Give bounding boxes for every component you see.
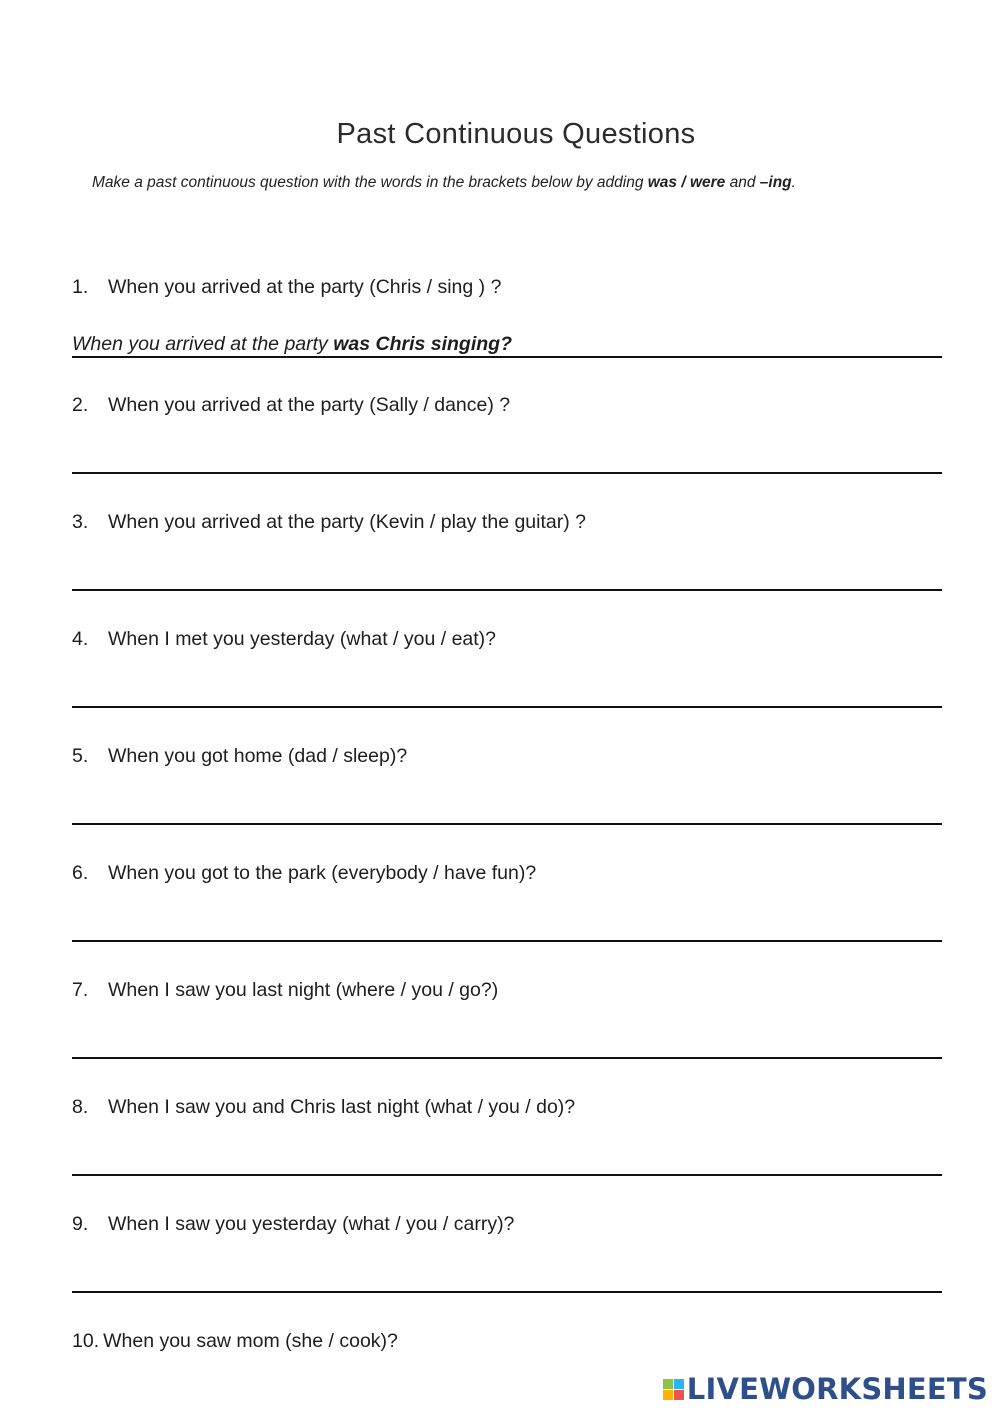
instructions-text: Make a past continuous question with the words in the brackets below by adding: [92, 174, 648, 191]
question-4: [72, 628, 496, 651]
liveworksheets-logo: [663, 1372, 988, 1406]
logo-square-blue: [674, 1379, 684, 1389]
question-6: [72, 862, 536, 885]
answer-line-5[interactable]: [72, 823, 942, 825]
question-number: 3.: [72, 511, 89, 533]
question-number: 6.: [72, 862, 89, 884]
answer-line-4[interactable]: [72, 706, 942, 708]
question-text: When I saw you and Chris last night (what / you / do)?: [108, 1096, 576, 1118]
instructions: [92, 174, 796, 192]
question-text: When you got to the park (everybody / have fun)?: [108, 862, 537, 884]
question-text: When I met you yesterday (what / you / eat)?: [108, 628, 497, 650]
logo-square-green: [663, 1379, 673, 1389]
question-number: 2.: [72, 394, 89, 416]
instructions-period: .: [791, 174, 796, 191]
answer-line-3[interactable]: [72, 589, 942, 591]
question-number: 1.: [72, 276, 89, 298]
answer-line-6[interactable]: [72, 940, 942, 942]
instructions-bold-ing: –ing: [759, 174, 792, 191]
example-answer: [72, 333, 512, 356]
question-number: 9.: [72, 1213, 89, 1235]
question-7: [72, 979, 498, 1002]
question-number: 5.: [72, 745, 89, 767]
question-5: [72, 745, 407, 768]
question-text: When you got home (dad / sleep)?: [108, 745, 408, 767]
answer-line-2[interactable]: [72, 472, 942, 474]
logo-square-yellow: [663, 1390, 673, 1400]
instructions-bold-was-were: was / were: [647, 174, 726, 191]
page-title: Past Continuous Questions: [336, 118, 696, 150]
question-2: [72, 394, 510, 417]
example-italic: When you arrived at the party: [72, 333, 334, 355]
question-1: [72, 276, 501, 299]
answer-line-8[interactable]: [72, 1174, 942, 1176]
question-text: When I saw you last night (where / you / go?): [108, 979, 499, 1001]
question-number: 7.: [72, 979, 89, 1001]
question-text: When I saw you yesterday (what / you / carry)?: [108, 1213, 515, 1235]
question-number: 4.: [72, 628, 89, 650]
instructions-text-and: and: [725, 174, 760, 191]
answer-line-9[interactable]: [72, 1291, 942, 1293]
question-9: [72, 1213, 514, 1236]
question-text: When you arrived at the party (Kevin / play the guitar) ?: [108, 511, 586, 533]
logo-square-red: [674, 1390, 684, 1400]
question-number: 8.: [72, 1096, 89, 1118]
question-text: When you saw mom (she / cook)?: [103, 1330, 398, 1352]
answer-line-1[interactable]: [72, 356, 942, 358]
liveworksheets-logo-icon: [663, 1379, 684, 1400]
question-number: 10.: [72, 1330, 100, 1352]
question-text: When you arrived at the party (Chris / sing ) ?: [108, 276, 502, 298]
question-3: [72, 511, 586, 534]
question-10: [72, 1330, 398, 1353]
question-8: [72, 1096, 575, 1119]
answer-line-7[interactable]: [72, 1057, 942, 1059]
brand-text: LIVEWORKSHEETS: [686, 1372, 988, 1406]
example-bold: was Chris singing?: [333, 333, 512, 355]
question-text: When you arrived at the party (Sally / dance) ?: [108, 394, 511, 416]
